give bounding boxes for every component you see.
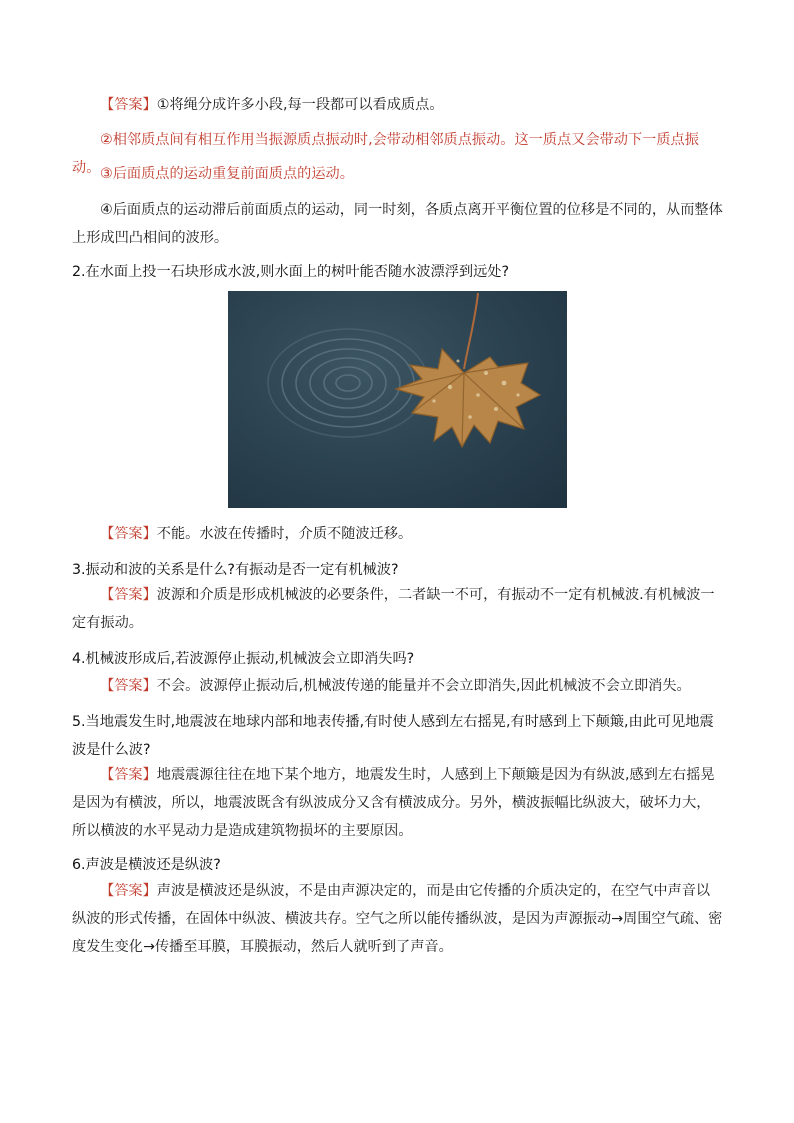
q6-answer <box>72 877 724 961</box>
answer-tag: 【答案】 <box>100 883 157 899</box>
q3-answer <box>72 581 724 637</box>
answer-text: 地震震源往往在地下某个地方，地震发生时，人感到上下颠簸是因为有纵波,感到左右摇晃是因为有横波，所以，地震波既含有纵波成分又含有横波成分。另外，横波振幅比纵波大，破坏力大，所以横波的水平晃动力是造成建筑物损坏的主要原因。 <box>72 767 715 839</box>
answer-text: 不能。水波在传播时，介质不随波迁移。 <box>156 526 413 542</box>
answer-text: 不会。波源停止振动后,机械波传递的能量并不会立即消失,因此机械波不会立即消失。 <box>156 678 691 694</box>
answer-tag: 【答案】 <box>100 678 157 694</box>
answer-text: ①将绳分成许多小段,每一段都可以看成质点。 <box>156 97 444 113</box>
q2-answer <box>72 520 724 548</box>
q1-answer-1 <box>72 91 724 119</box>
answer-tag: 【答案】 <box>100 767 157 783</box>
q4-question: 4.机械波形成后,若波源停止振动,机械波会立即消失吗? <box>72 651 415 667</box>
answer-text: 声波是横波还是纵波，不是由声源决定的，而是由它传播的介质决定的，在空气中声音以纵波的形式传播，在固体中纵波、横波共存。空气之所以能传播纵波，是因为声源振动→周围空气疏、密度发生变化→传播至耳膜，耳膜振动，然后人就听到了声音。 <box>72 883 723 955</box>
q4-answer <box>72 672 724 700</box>
q6-question: 6.声波是横波还是纵波? <box>72 857 221 873</box>
q5-question: 5.当地震发生时,地震波在地球内部和地表传播,有时使人感到左右摇晃,有时感到上下颠簸,由此可见地震波是什么波? <box>72 714 714 758</box>
answer-text-highlight: ②相邻质点间有相互作用 <box>100 132 255 148</box>
answer-tag: 【答案】 <box>100 587 157 603</box>
q5-answer <box>72 761 724 845</box>
answer-tag: 【答案】 <box>100 526 157 542</box>
q3-question: 3.振动和波的关系是什么?有振动是否一定有机械波? <box>72 562 399 578</box>
answer-tag: 【答案】 <box>100 97 157 113</box>
answer-text: 当振源质点振动时,会带动相邻质点振动。这一质点又会带动下一质点振动。 <box>72 132 699 176</box>
q1-answer-3: ③后面质点的运动重复前面质点的运动。 <box>100 166 354 182</box>
floating-leaf-image <box>228 291 567 508</box>
q2-question: 2.在水面上投一石块形成水波,则水面上的树叶能否随水波漂浮到远处? <box>72 264 510 280</box>
q1-answer-4: ④后面质点的运动滞后前面质点的运动，同一时刻，各质点离开平衡位置的位移是不同的，从而整体上形成凹凸相间的波形。 <box>72 202 723 246</box>
answer-text: 波源和介质是形成机械波的必要条件，二者缺一不可，有振动不一定有机械波.有机械波一定有振动。 <box>72 587 715 631</box>
